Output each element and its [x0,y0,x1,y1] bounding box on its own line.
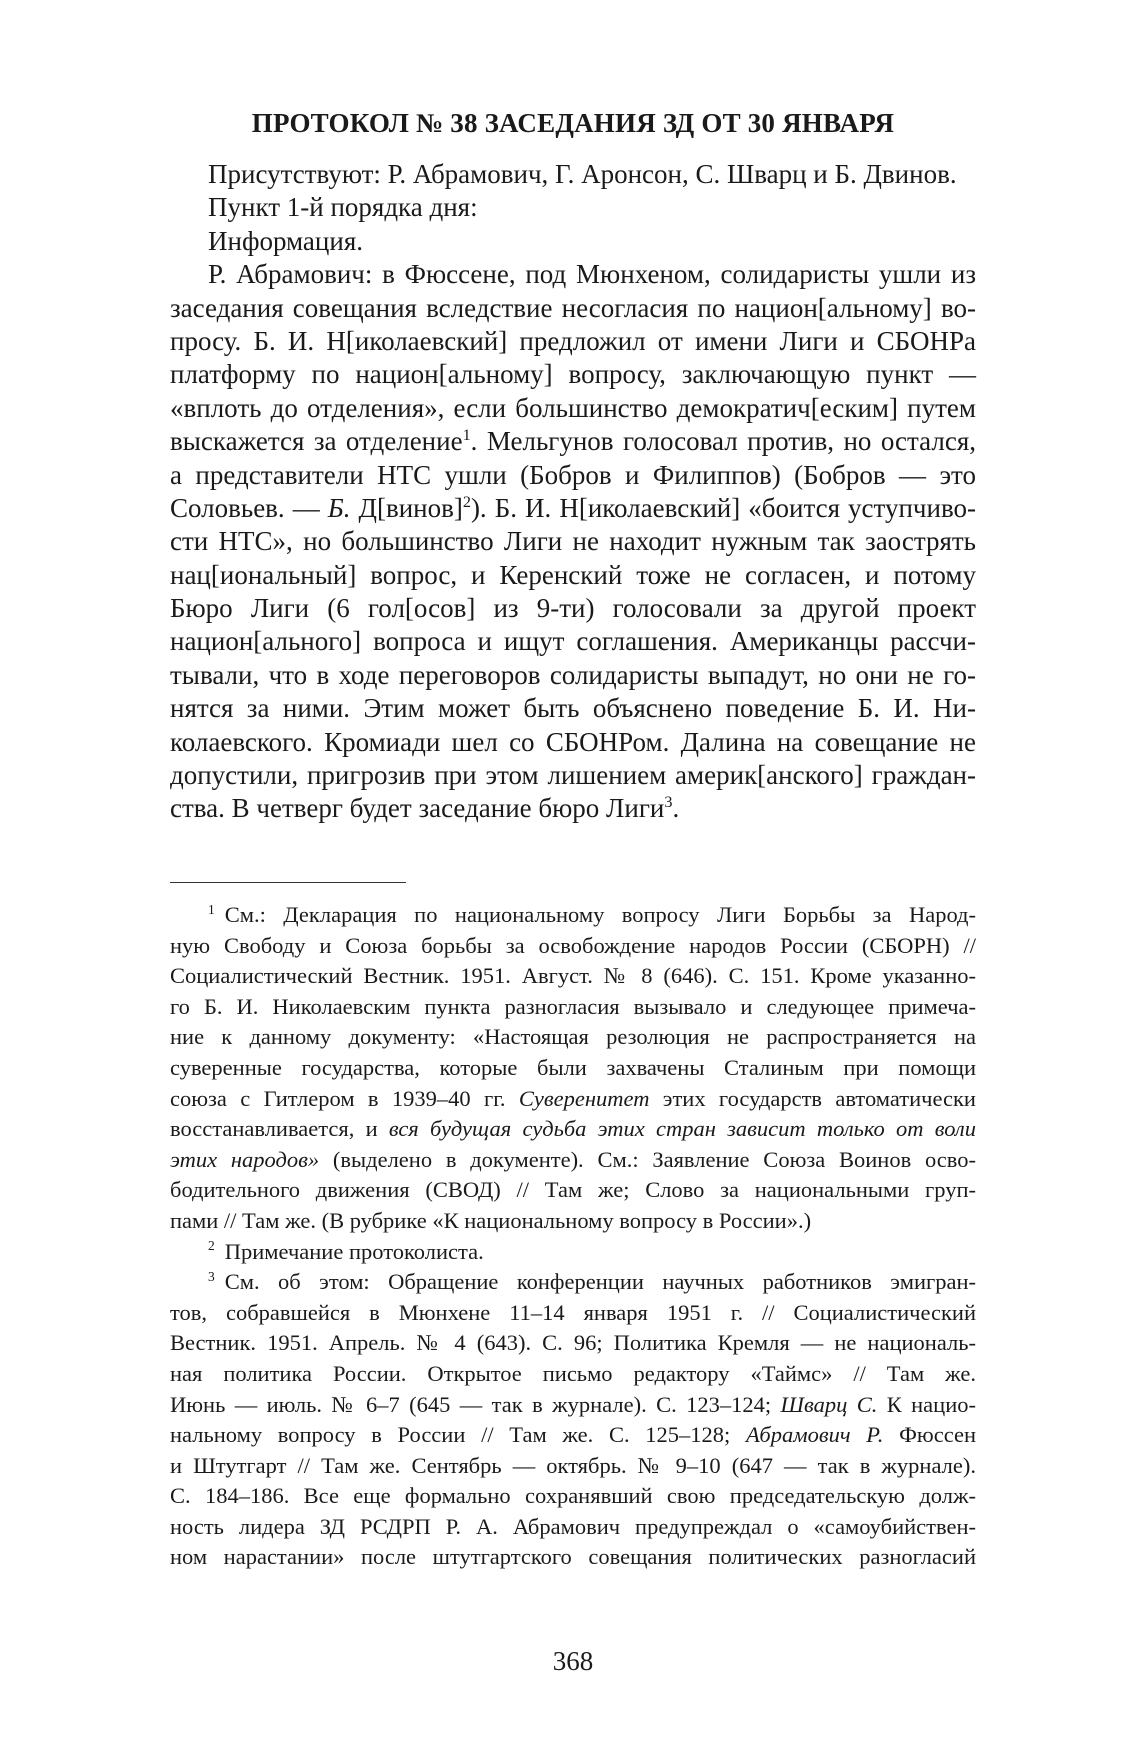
footnote-1 [170,900,976,1237]
footnote-line: нальному вопросу в России // Там же. С. 125–128; Абрамович Р. Фюссен [170,1422,976,1448]
footnote-line: Вестник. 1951. Апрель. № 4 (643). С. 96; Политика Кремля — не националь- [170,1330,976,1356]
footnote-separator [170,882,406,883]
footnote-line: $^1$ См.: Декларация по национальному вопросу Лиги Борьбы за Народ- [208,901,976,927]
italic-text: Шварц С. [780,1391,878,1417]
footnote-number: 2 [208,1238,215,1254]
footnote-line: ную Свободу и Союза борьбы за освобождение народов России (СБОРН) // [170,932,976,958]
footnotes [170,900,976,1573]
italic-text: Б. [327,492,351,523]
text-line: Пункт 1-й порядка дня: [208,192,478,223]
footnote-ref: 3 [664,793,673,812]
footnote-line: восстанавливается, и вся будущая судьба этих стран зависит только от воли [170,1116,976,1142]
footnote-line: тов, собравшейся в Мюнхене 11–14 января 1951 г. // Социалистический [170,1299,976,1325]
text-line: Информация. [208,225,363,256]
footnote-line: ная политика России. Открытое письмо редактору «Таймс» // Там же. [170,1360,976,1386]
text-line: «вплоть до отделения», если большинство демократич[еским] путем [170,392,976,423]
footnote-line: суверенные государства, которые были захвачены Сталиным при помощи [170,1054,976,1080]
text-line: национ[ального] вопроса и ищут соглашения. Американцы рассчи- [170,626,976,657]
text-line: Присутствуют: Р. Абрамович, Г. Аронсон, С. Шварц и Б. Двинов. [208,159,957,189]
footnote-line: $^2$ Примечание протоколиста. [208,1238,484,1264]
text-line: выскажется за отделение$^1$. Мельгунов голосовал против, но остался, [170,426,976,457]
footnote-line: пами // Там же. (В рубрике «К национальному вопросу в России».) [170,1207,812,1233]
footnote-line: союза с Гитлером в 1939–40 гг. Суверенитет этих государств автоматически [170,1085,976,1111]
footnote-line: ние к данному документу: «Настоящая резолюция не распространяется на [170,1024,976,1050]
text-line: нятся за ними. Этим может быть объяснено поведение Б. И. Ни- [170,693,976,724]
footnote-line: $^3$ См. об этом: Обращение конференции научных работников эмигран- [208,1268,976,1295]
text-line: Бюро Лиги (6 гол[осов] из 9-ти) голосовали за другой проект [170,593,976,624]
footnote-line: ном нарастании» после штутгартского совещания политических разногласий [170,1544,976,1570]
text-line: колаевского. Кромиади шел со СБОНРом. Далина на совещание не [170,726,976,757]
footnote-3 [170,1267,976,1573]
footnote-line: Социалистический Вестник. 1951. Август. № 8 (646). С. 151. Кроме указанно- [170,963,976,989]
text-line: а представители НТС ушли (Бобров и Филиппов) (Бобров — это [170,459,976,490]
footnote-line: этих народов» (выделено в документе). См.: Заявление Союза Воинов осво- [170,1146,976,1172]
italic-text: вся будущая судьба этих стран зависит только от воли [388,1116,976,1142]
text-line: просу. Б. И. Н[иколаевский] предложил от имени Лиги и СБОНРа [170,325,976,356]
text-line: Соловьев. — Б. Д[винов]$^2$). Б. И. Н[иколаевский] «боится уступчиво- [170,492,977,523]
text-line: ства. В четверг будет заседание бюро Лиги$^3$. [170,793,680,824]
text-line: допустили, пригрозив при этом лишением америк[анского] граждан- [170,760,976,791]
text-line: заседания совещания вследствие несогласия по национ[альному] во- [170,292,976,323]
footnote-line: бодительного движения (СВОД) // Там же; Слово за национальными груп- [170,1177,976,1203]
footnote-number: 1 [208,901,215,917]
footnote-line: ность лидера ЗД РСДРП Р. А. Абрамович предупреждал о «самоубийствен- [170,1513,976,1539]
footnote-ref: 1 [462,426,471,445]
italic-text: этих народов» [170,1146,320,1172]
footnote-line: Июнь — июль. № 6–7 (645 — так в журнале). С. 123–124; Шварц С. К нацио- [170,1391,976,1417]
footnote-number: 3 [208,1268,215,1284]
footnote-2 [170,1237,976,1268]
main-text [170,158,976,826]
page-number: 368 [552,1646,594,1676]
text-line: Р. Абрамович: в Фюссене, под Мюнхеном, солидаристы ушли из [208,259,976,290]
text-line: нац[иональный] вопрос, и Керенский тоже не согласен, и потому [170,559,976,590]
text-line: тывали, что в ходе переговоров солидаристы выпадут, но они не го- [170,659,976,690]
page-title: ПРОТОКОЛ № 38 ЗАСЕДАНИЯ ЗД ОТ 30 ЯНВАРЯ [251,108,895,138]
footnote-line: и Штутгарт // Там же. Сентябрь — октябрь. № 9–10 (647 — так в журнале). [170,1452,976,1478]
italic-text: Абрамович Р. [746,1422,884,1448]
text-line: сти НТС», но большинство Лиги не находит нужным так заострять [170,526,976,557]
text-line: платформу по национ[альному] вопросу, заключающую пункт — [170,359,976,390]
footnote-line: го Б. И. Николаевским пункта разногласия вызывало и следующее примеча- [170,993,976,1019]
footnote-line: С. 184–186. Все еще формально сохранявший свою председательскую долж- [170,1483,976,1509]
footnote-ref: 2 [462,492,471,511]
italic-text: Суверенитет [518,1085,650,1111]
